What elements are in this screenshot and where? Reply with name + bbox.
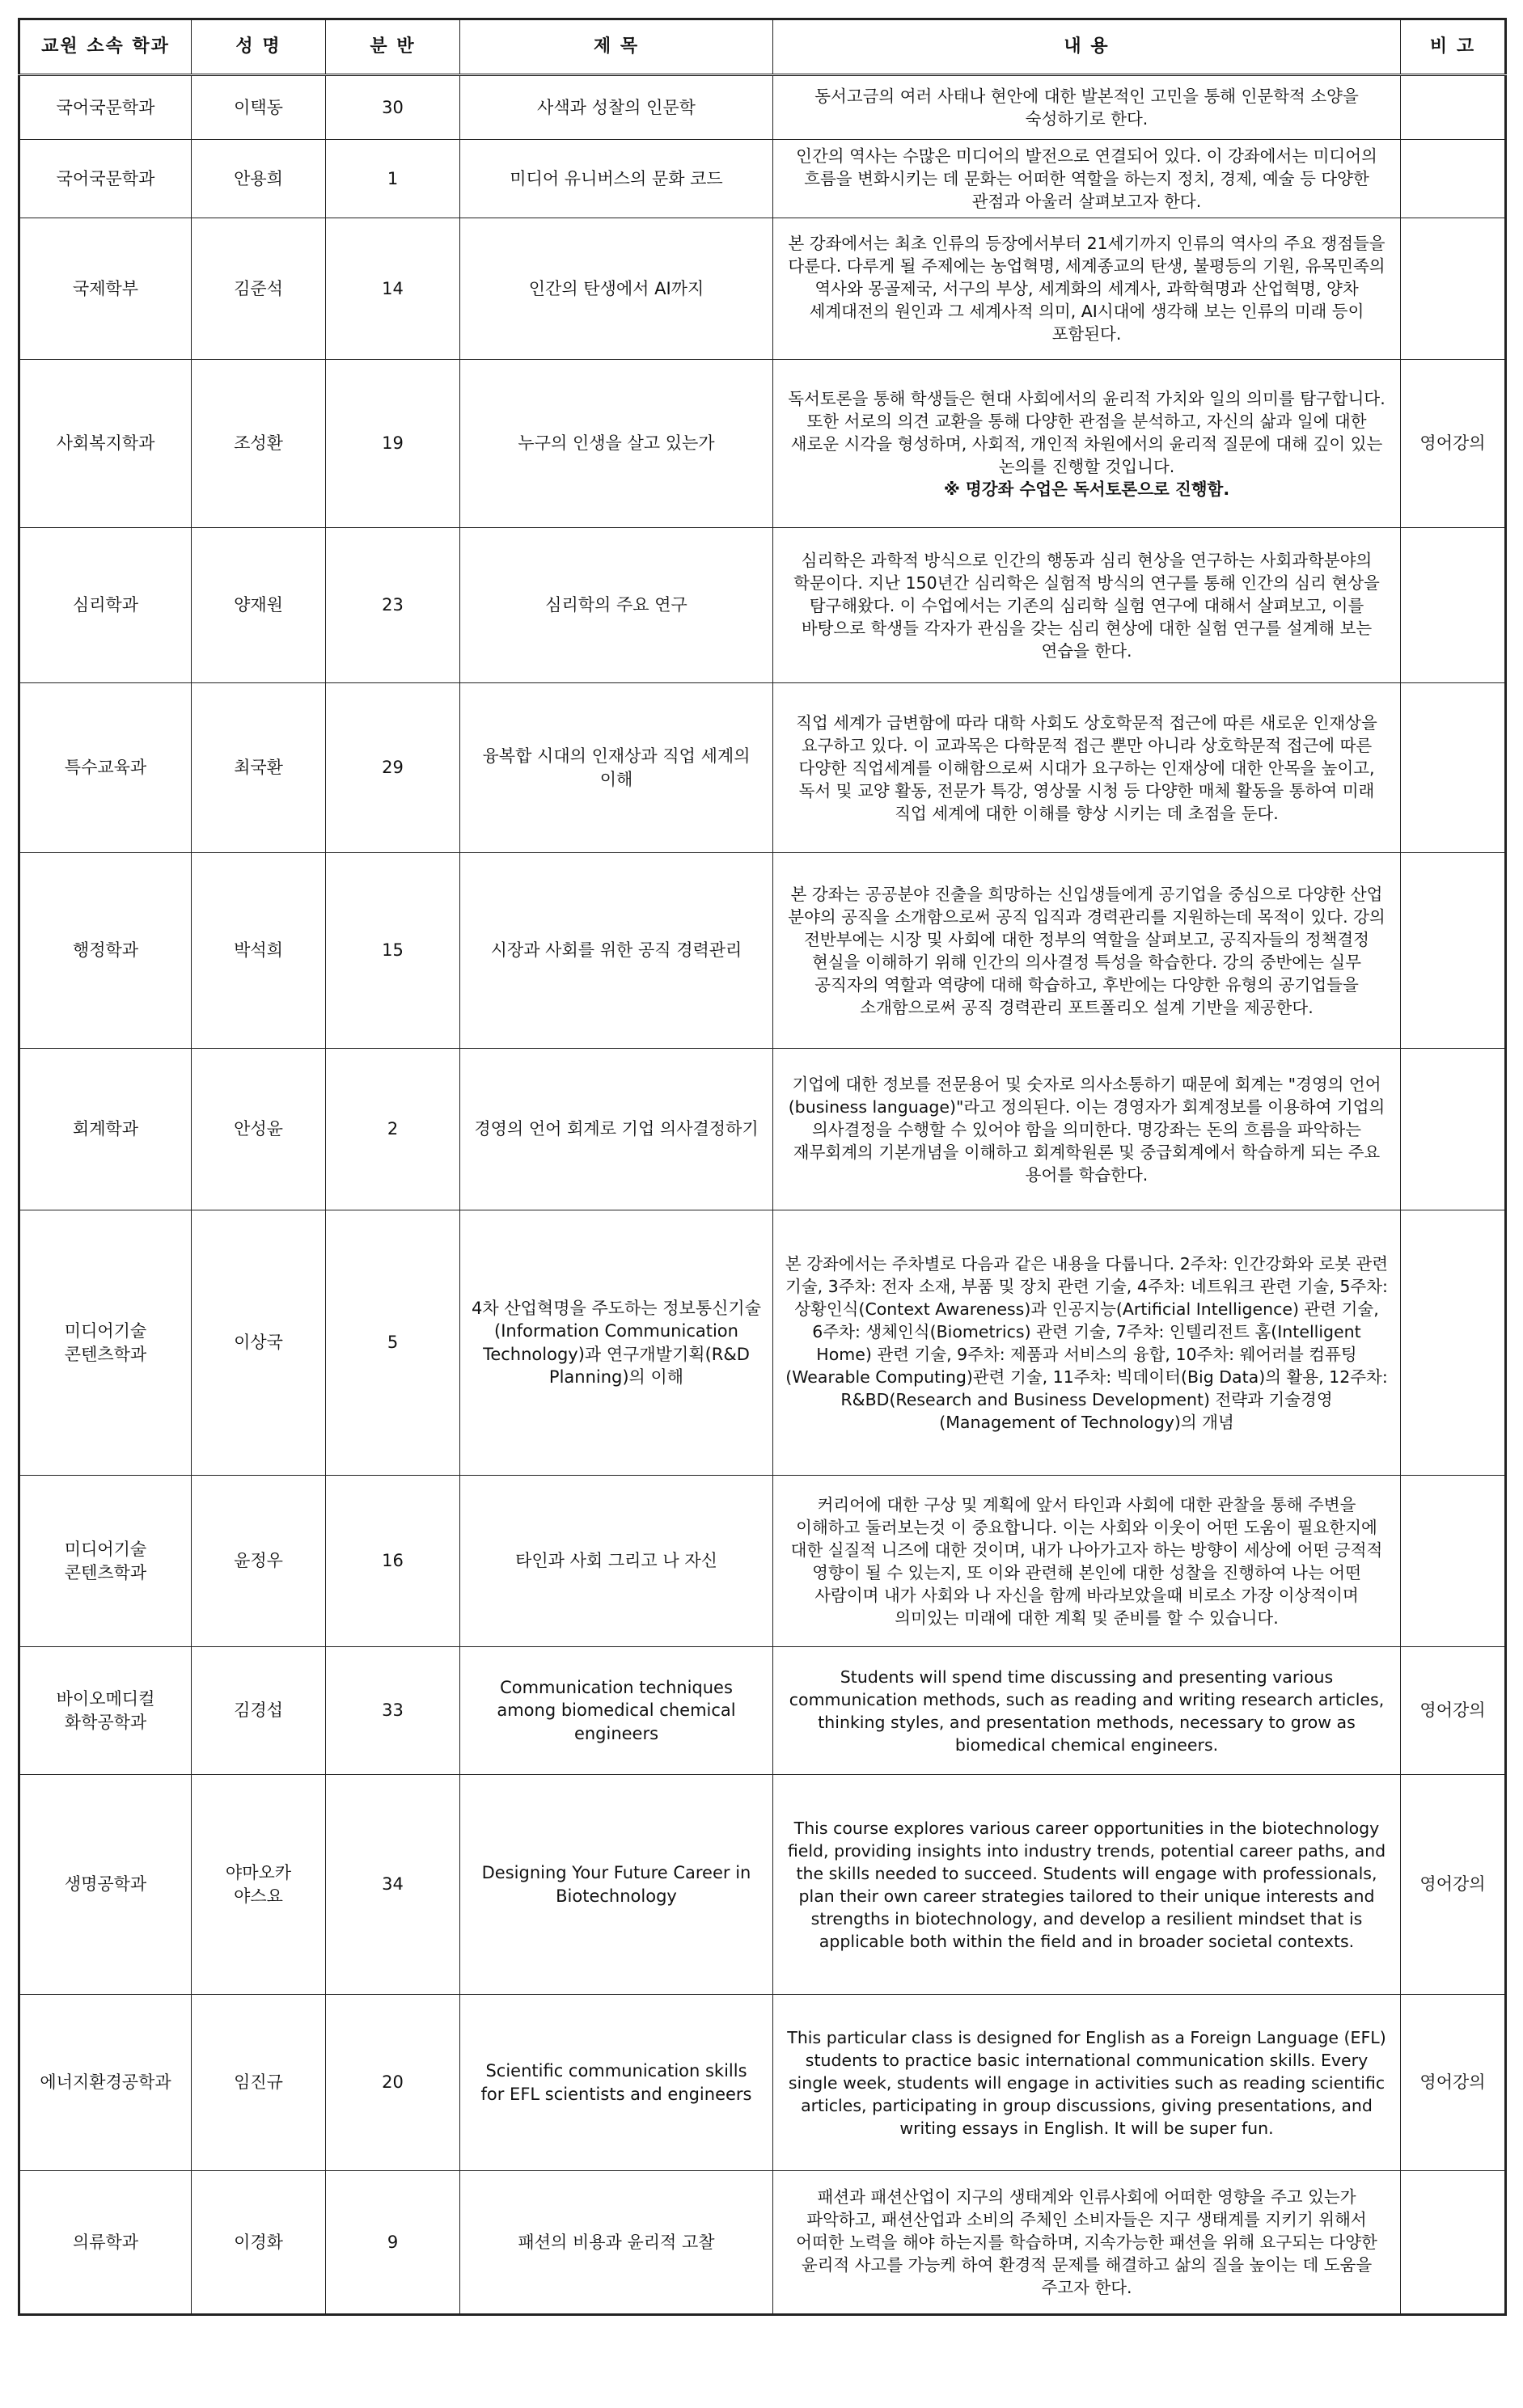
professor-name-cell: 조성환 [192,360,326,528]
header-content: 내 용 [773,19,1401,75]
department-cell: 미디어기술 콘텐츠학과 [19,1210,192,1476]
course-description-text: 본 강좌에서는 최초 인류의 등장에서부터 21세기까지 인류의 역사의 주요 쟁점들을 다룬다. 다루게 될 주제에는 농업혁명, 세계종교의 탄생, 불평등의 기원, 유목민족의 역사와 몽골제국, 서구의 부상, 세계화의 세계사, 과학혁명과 산업혁명, 양차 세계대전의 원인과 그 세계사적 의미, AI시대에 생각해 보는 인류의 미래 등이 포함된다. [788,234,1386,344]
department-cell: 미디어기술 콘텐츠학과 [19,1476,192,1647]
header-title: 제 목 [460,19,773,75]
course-description-text: This course explores various career opportunities in the biotechnology field, providing insights into industry trends, potential career paths, and the skills needed to succeed. Students will engage with professionals, plan their own career strategies tailored to their unique interests and strengths in biotechnology, and develop a resilient mindset that is applicable both within the field and in broader societal contexts. [787,1818,1386,1951]
remarks-cell: 영어강의 [1401,1995,1506,2171]
remarks-cell: 영어강의 [1401,360,1506,528]
course-description-cell [773,2171,1401,2315]
course-title-cell: 인간의 탄생에서 AI까지 [460,218,773,360]
section-cell: 23 [326,528,460,683]
course-description-cell [773,140,1401,218]
department-cell: 생명공학과 [19,1775,192,1995]
section-cell: 20 [326,1995,460,2171]
course-title-cell: Communication techniques among biomedical chemical engineers [460,1647,773,1775]
remarks-cell [1401,75,1506,140]
course-description-text: 인간의 역사는 수많은 미디어의 발전으로 연결되어 있다. 이 강좌에서는 미디어의 흐름을 변화시키는 데 문화는 어떠한 역할을 하는지 정치, 경제, 예술 등 다양한 관점과 아울러 살펴보고자 한다. [796,146,1377,211]
section-cell: 34 [326,1775,460,1995]
section-cell: 2 [326,1049,460,1210]
professor-name-cell: 안용희 [192,140,326,218]
table-row [19,853,1506,1049]
course-description-text: 독서토론을 통해 학생들은 현대 사회에서의 윤리적 가치와 일의 의미를 탐구합니다. 또한 서로의 의견 교환을 통해 다양한 관점을 분석하고, 자신의 삶과 일에 대한 새로운 시각을 형성하며, 사회적, 개인적 차원에서의 윤리적 질문에 대해 깊이 있는 논의를 진행할 것입니다. [788,388,1386,476]
course-description-cell [773,1049,1401,1210]
table-row [19,1210,1506,1476]
course-title-cell: 누구의 인생을 살고 있는가 [460,360,773,528]
course-description-cell [773,360,1401,528]
course-rows [19,75,1506,2315]
table-row [19,1995,1506,2171]
course-title-cell: 4차 산업혁명을 주도하는 정보통신기술(Information Communication Technology)과 연구개발기획(R&D Planning)의 이해 [460,1210,773,1476]
professor-name-cell: 임진규 [192,1995,326,2171]
professor-name-cell: 최국환 [192,683,326,853]
course-title-cell: Designing Your Future Career in Biotechnology [460,1775,773,1995]
course-description-cell [773,853,1401,1049]
section-cell: 1 [326,140,460,218]
remarks-cell [1401,1049,1506,1210]
section-cell: 30 [326,75,460,140]
course-description-text: 기업에 대한 정보를 전문용어 및 숫자로 의사소통하기 때문에 회계는 "경영의 언어(business language)"라고 정의된다. 이는 경영자가 회계정보를 이용하여 기업의 의사결정을 수행할 수 있어야 함을 의미한다. 명강좌는 돈의 흐름을 파악하는 재무회계의 기본개념을 이해하고 회계학원론 및 중급회계에서 학습하게 되는 주요 용어를 학습한다. [788,1074,1386,1185]
header-row [19,19,1506,75]
table-row [19,2171,1506,2315]
section-cell: 29 [326,683,460,853]
table-row [19,1775,1506,1995]
table-row [19,140,1506,218]
course-description-cell [773,1210,1401,1476]
remarks-cell: 영어강의 [1401,1647,1506,1775]
department-cell: 특수교육과 [19,683,192,853]
professor-name-cell: 박석희 [192,853,326,1049]
course-description-cell [773,218,1401,360]
course-table [18,18,1507,2316]
table-row [19,360,1506,528]
department-cell: 국어국문학과 [19,140,192,218]
course-description-cell [773,1647,1401,1775]
section-cell: 16 [326,1476,460,1647]
section-cell: 14 [326,218,460,360]
course-description-text: 심리학은 과학적 방식으로 인간의 행동과 심리 현상을 연구하는 사회과학분야의 학문이다. 지난 150년간 심리학은 실험적 방식의 연구를 통해 인간의 심리 현상을 탐구해왔다. 이 수업에서는 기존의 심리학 실험 연구에 대해서 살펴보고, 이를 바탕으로 학생들 각자가 관심을 갖는 심리 현상에 대한 실험 연구를 설계해 보는 연습을 한다. [793,550,1380,661]
course-title-cell: 미디어 유니버스의 문화 코드 [460,140,773,218]
course-title-cell: 패션의 비용과 윤리적 고찰 [460,2171,773,2315]
table-row [19,75,1506,140]
section-cell: 5 [326,1210,460,1476]
professor-name-cell: 안성윤 [192,1049,326,1210]
professor-name-cell: 이경화 [192,2171,326,2315]
course-title-cell: 사색과 성찰의 인문학 [460,75,773,140]
course-description-cell [773,75,1401,140]
course-title-cell: Scientific communication skills for EFL scientists and engineers [460,1995,773,2171]
remarks-cell [1401,1210,1506,1476]
section-cell: 9 [326,2171,460,2315]
professor-name-cell: 김준석 [192,218,326,360]
course-description-text: 본 강좌는 공공분야 진출을 희망하는 신입생들에게 공기업을 중심으로 다양한 산업 분야의 공직을 소개함으로써 공직 입직과 경력관리를 지원하는데 목적이 있다. 강의 전반부에는 시장 및 사회에 대한 정부의 역할을 살펴보고, 공직자들의 정책결정 현실을 이해하기 위해 인간의 의사결정 특성을 학습한다. 강의 중반에는 실무 공직자의 역할과 역량에 대해 학습하고, 후반에는 다양한 유형의 공기업들을 소개함으로써 공직 경력관리 포트폴리오 설계 기반을 제공한다. [788,884,1386,1017]
course-description-text: This particular class is designed for English as a Foreign Language (EFL) students to practice basic international communication skills. Every single week, students will engage in activities such as reading scientific articles, participating in group discussions, giving presentations, and writing essays in English. It will be super fun. [787,2027,1386,2138]
department-cell: 에너지환경공학과 [19,1995,192,2171]
course-description-text: 본 강좌에서는 주차별로 다음과 같은 내용을 다룹니다. 2주차: 인간강화와 로봇 관련 기술, 3주차: 전자 소재, 부품 및 장치 관련 기술, 4주차: 네트워크 관련 기술, 5주차: 상황인식(Context Awareness)과 인공지능(Artificial Intelligence) 관련 기술, 6주차: 생체인식(Biometrics) 관련 기술, 7주차: 인텔리전트 홈(Intelligent Home) 관련 기술, 9주차: 제품과 서비스의 융합, 10주차: 웨어러블 컴퓨팅(Wearable Computing)관련 기술, 11주차: 빅데이터(Big Data)의 활용, 12주차: R&BD(Research and Business Development) 전략과 기술경영(Management of Technology)의 개념 [785,1253,1389,1432]
course-description-text: 동서고금의 여러 사태나 현안에 대한 발본적인 고민을 통해 인문학적 소양을 숙성하기로 한다. [814,87,1359,129]
table-row [19,1476,1506,1647]
course-description-text: 커리어에 대한 구상 및 계획에 앞서 타인과 사회에 대한 관찰을 통해 주변을 이해하고 둘러보는것 이 중요합니다. 이는 사회와 이웃이 어떤 도움이 필요한지에 대한 실질적 니즈에 대한 것이며, 내가 나아가고자 하는 방향이 세상에 어떤 긍적적 영향이 될 수 있는지, 또 이와 관련해 본인에 대한 성찰을 진행하여 나는 어떤 사람이며 내가 사회와 나 자신을 함께 바라보았을때 비로소 가장 이상적이며 의미있는 미래에 대한 계획 및 준비를 할 수 있습니다. [790,1494,1383,1628]
course-note: ※ 명강좌 수업은 독서토론으로 진행함. [943,479,1230,499]
header-remarks: 비 고 [1401,19,1506,75]
header-name: 성 명 [192,19,326,75]
professor-name-cell: 양재원 [192,528,326,683]
course-description-cell [773,1476,1401,1647]
department-cell: 바이오메디컬 화학공학과 [19,1647,192,1775]
course-title-cell: 심리학의 주요 연구 [460,528,773,683]
remarks-cell [1401,683,1506,853]
course-description-text: 패션과 패션산업이 지구의 생태계와 인류사회에 어떠한 영향을 주고 있는가 파악하고, 패션산업과 소비의 주체인 소비자들은 지구 생태계를 지키기 위해서 어떠한 노력을 해야 하는지를 학습하며, 지속가능한 패션을 위해 요구되는 다양한 윤리적 사고를 가능케 하여 환경적 문제를 해결하고 삶의 질을 높이는 데 도움을 주고자 한다. [796,2187,1377,2297]
table-row [19,528,1506,683]
department-cell: 국제학부 [19,218,192,360]
course-list-sheet [18,18,1504,2316]
course-title-cell: 융복합 시대의 인재상과 직업 세계의 이해 [460,683,773,853]
professor-name-cell: 이택동 [192,75,326,140]
header-section: 분 반 [326,19,460,75]
table-row [19,218,1506,360]
course-description-cell [773,528,1401,683]
header-department: 교원 소속 학과 [19,19,192,75]
section-cell: 33 [326,1647,460,1775]
table-row [19,683,1506,853]
course-title-cell: 타인과 사회 그리고 나 자신 [460,1476,773,1647]
department-cell: 의류학과 [19,2171,192,2315]
table-row [19,1049,1506,1210]
remarks-cell [1401,528,1506,683]
table-row [19,1647,1506,1775]
section-cell: 15 [326,853,460,1049]
professor-name-cell: 김경섭 [192,1647,326,1775]
course-description-cell [773,1995,1401,2171]
remarks-cell: 영어강의 [1401,1775,1506,1995]
department-cell: 심리학과 [19,528,192,683]
department-cell: 행정학과 [19,853,192,1049]
professor-name-cell: 이상국 [192,1210,326,1476]
course-description-cell [773,683,1401,853]
department-cell: 국어국문학과 [19,75,192,140]
course-description-cell [773,1775,1401,1995]
remarks-cell [1401,218,1506,360]
professor-name-cell: 야마오카 야스요 [192,1775,326,1995]
course-title-cell: 경영의 언어 회계로 기업 의사결정하기 [460,1049,773,1210]
remarks-cell [1401,2171,1506,2315]
professor-name-cell: 윤정우 [192,1476,326,1647]
remarks-cell [1401,853,1506,1049]
course-description-text: 직업 세계가 급변함에 따라 대학 사회도 상호학문적 접근에 따른 새로운 인재상을 요구하고 있다. 이 교과목은 다학문적 접근 뿐만 아니라 상호학문적 접근에 따른 다양한 직업세계를 이해함으로써 시대가 요구하는 인재상에 대한 안목을 높이고, 독서 및 교양 활동, 전문가 특강, 영상물 시청 등 다양한 매체 활동을 통하여 미래 직업 세계에 대한 이해를 향상 시키는 데 초점을 둔다. [796,712,1377,823]
department-cell: 사회복지학과 [19,360,192,528]
department-cell: 회계학과 [19,1049,192,1210]
course-title-cell: 시장과 사회를 위한 공직 경력관리 [460,853,773,1049]
section-cell: 19 [326,360,460,528]
remarks-cell [1401,140,1506,218]
remarks-cell [1401,1476,1506,1647]
course-description-text: Students will spend time discussing and presenting various communication methods, such as reading and writing research articles, thinking styles, and presentation methods, necessary to grow as biomedical chemical engineers. [789,1667,1385,1755]
